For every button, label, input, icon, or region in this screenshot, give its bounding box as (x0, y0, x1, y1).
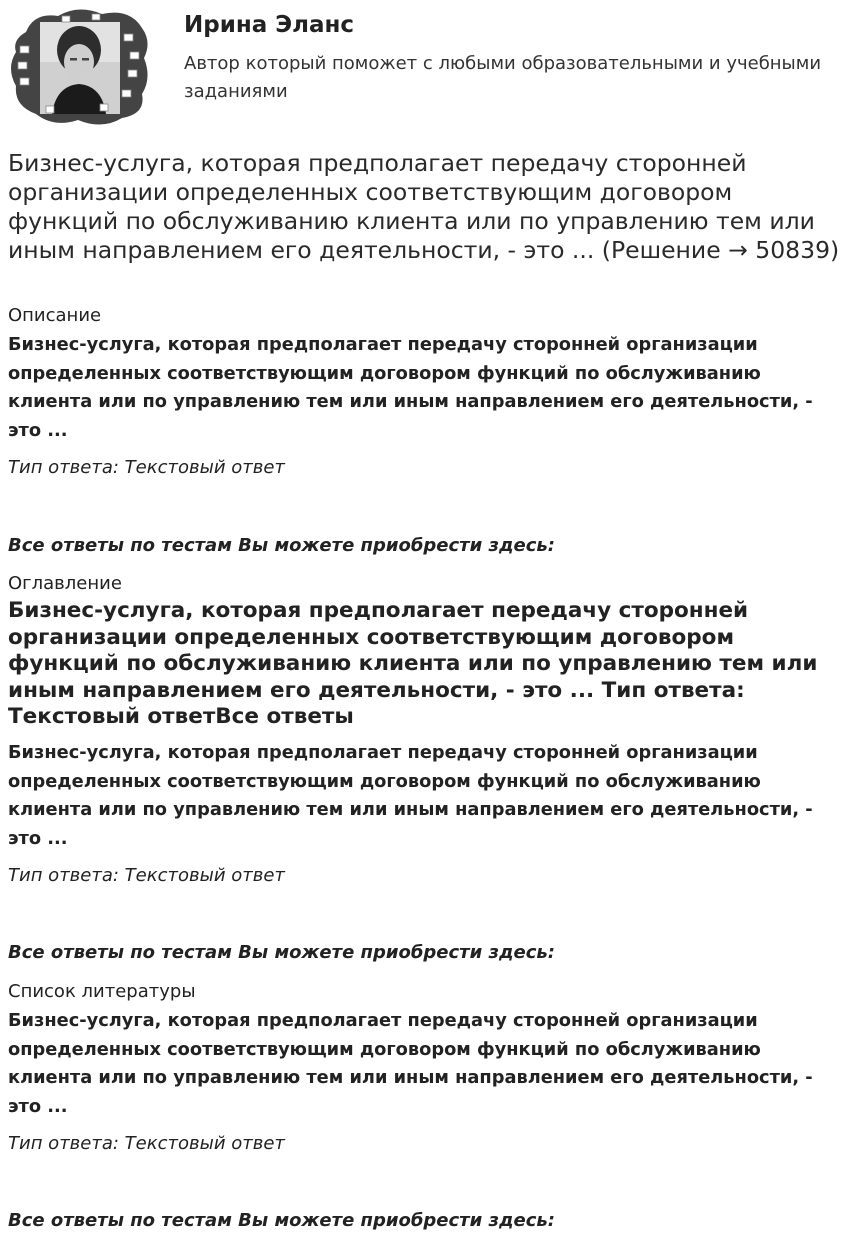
description-purchase-note: Все ответы по тестам Вы можете приобрести здесь: (8, 535, 555, 556)
avatar-image (6, 6, 152, 128)
literature-purchase-note: Все ответы по тестам Вы можете приобрести здесь: (8, 1210, 555, 1231)
avatar[interactable] (6, 6, 152, 128)
description-answer-type: Тип ответа: Текстовый ответ (8, 457, 285, 478)
contents-answer-type: Тип ответа: Текстовый ответ (8, 865, 285, 886)
section-label-contents: Оглавление (8, 573, 122, 594)
page-title: Бизнес-услуга, которая предполагает передачу сторонней организации определенных соответствующим договором функций по обслуживанию клиента или по управлению тем или иным направлением его деятельности, - это ... (Решение → 50839) (8, 149, 840, 264)
author-header (0, 0, 847, 135)
author-bio: Автор который поможет с любыми образовательными и учебными заданиями (184, 53, 822, 102)
section-label-literature: Список литературы (8, 981, 196, 1002)
literature-answer-type: Тип ответа: Текстовый ответ (8, 1133, 285, 1154)
description-question-text: Бизнес-услуга, которая предполагает передачу сторонней организации определенных соответствующим договором функций по обслуживанию клиента или по управлению тем или иным направлением его деятельности, - это ... (8, 334, 813, 441)
contents-heading: Бизнес-услуга, которая предполагает передачу сторонней организации определенных соответствующим договором функций по обслуживанию клиента или по управлению тем или иным направлением его деятельности, - это ... Тип ответа: Текстовый ответВсе ответы (8, 598, 818, 729)
section-label-description: Описание (8, 305, 102, 326)
contents-question-text: Бизнес-услуга, которая предполагает передачу сторонней организации определенных соответствующим договором функций по обслуживанию клиента или по управлению тем или иным направлением его деятельности, - это ... (8, 742, 813, 849)
contents-purchase-note: Все ответы по тестам Вы можете приобрести здесь: (8, 942, 555, 963)
literature-question-text: Бизнес-услуга, которая предполагает передачу сторонней организации определенных соответствующим договором функций по обслуживанию клиента или по управлению тем или иным направлением его деятельности, - это ... (8, 1010, 813, 1117)
author-name[interactable]: Ирина Эланс (184, 12, 355, 38)
